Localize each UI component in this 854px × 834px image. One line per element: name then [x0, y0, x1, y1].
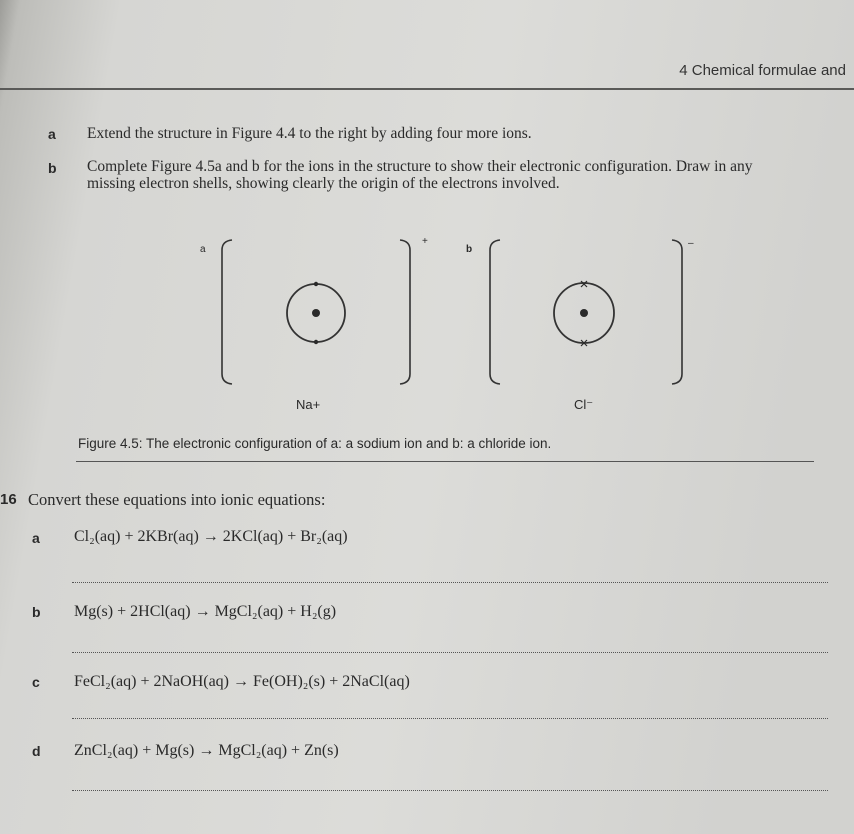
- sodium-electron-bottom: [314, 340, 318, 344]
- q16b-letter: b: [32, 604, 41, 620]
- q15a-letter: a: [48, 126, 56, 142]
- figure-label-a: a: [200, 244, 206, 255]
- q16d-answer-line[interactable]: [72, 790, 828, 791]
- q16d-equation: ZnCl₂(aq) + Mg(s) → MgCl₂(aq) + Zn(s): [74, 742, 339, 759]
- figure-label-b: b: [466, 244, 473, 255]
- q16a-equation: Cl₂(aq) + 2KBr(aq) → 2KCl(aq) + Br₂(aq): [74, 528, 348, 545]
- chlorine-nucleus: [580, 309, 588, 317]
- q16a-letter: a: [32, 530, 40, 546]
- caption-rule: [76, 461, 814, 462]
- q15a-text: Extend the structure in Figure 4.4 to the right by adding four more ions.: [87, 125, 532, 142]
- sodium-nucleus: [312, 309, 320, 317]
- charge-b: –: [688, 238, 694, 249]
- q16c-equation: FeCl₂(aq) + 2NaOH(aq) → Fe(OH)₂(s) + 2NaCl(aq): [74, 673, 410, 690]
- q16c-answer-line[interactable]: [72, 718, 828, 719]
- chlorine-cross-electron-top: [581, 281, 587, 287]
- bracket-left-a: [222, 240, 232, 384]
- q15b-letter: b: [48, 160, 57, 176]
- sodium-electron-top: [314, 282, 318, 286]
- bracket-right-b: [672, 240, 682, 384]
- question-16-prompt: Convert these equations into ionic equations:: [28, 490, 326, 509]
- figure-caption: Figure 4.5: The electronic configuration of a: a sodium ion and b: a chloride ion.: [78, 436, 552, 451]
- ion-label-sodium: Na+: [296, 397, 321, 412]
- chapter-header: 4 Chemical formulae and: [679, 62, 846, 79]
- q16c-letter: c: [32, 674, 40, 690]
- q16a-answer-line[interactable]: [72, 582, 828, 583]
- q16b-equation: Mg(s) + 2HCl(aq) → MgCl₂(aq) + H₂(g): [74, 603, 337, 620]
- charge-a: +: [422, 236, 428, 247]
- bracket-right-a: [400, 240, 410, 384]
- q16d-letter: d: [32, 743, 41, 759]
- ion-label-chloride: Cl⁻: [574, 397, 594, 412]
- question-16-number: 16: [0, 491, 17, 508]
- q15b-text: Complete Figure 4.5a and b for the ions in the structure to show their electronic configuration. Draw in any missing electron shells, showing clearly the origin of the electrons involved.: [87, 158, 753, 192]
- q16b-answer-line[interactable]: [72, 652, 828, 653]
- bracket-left-b: [490, 240, 500, 384]
